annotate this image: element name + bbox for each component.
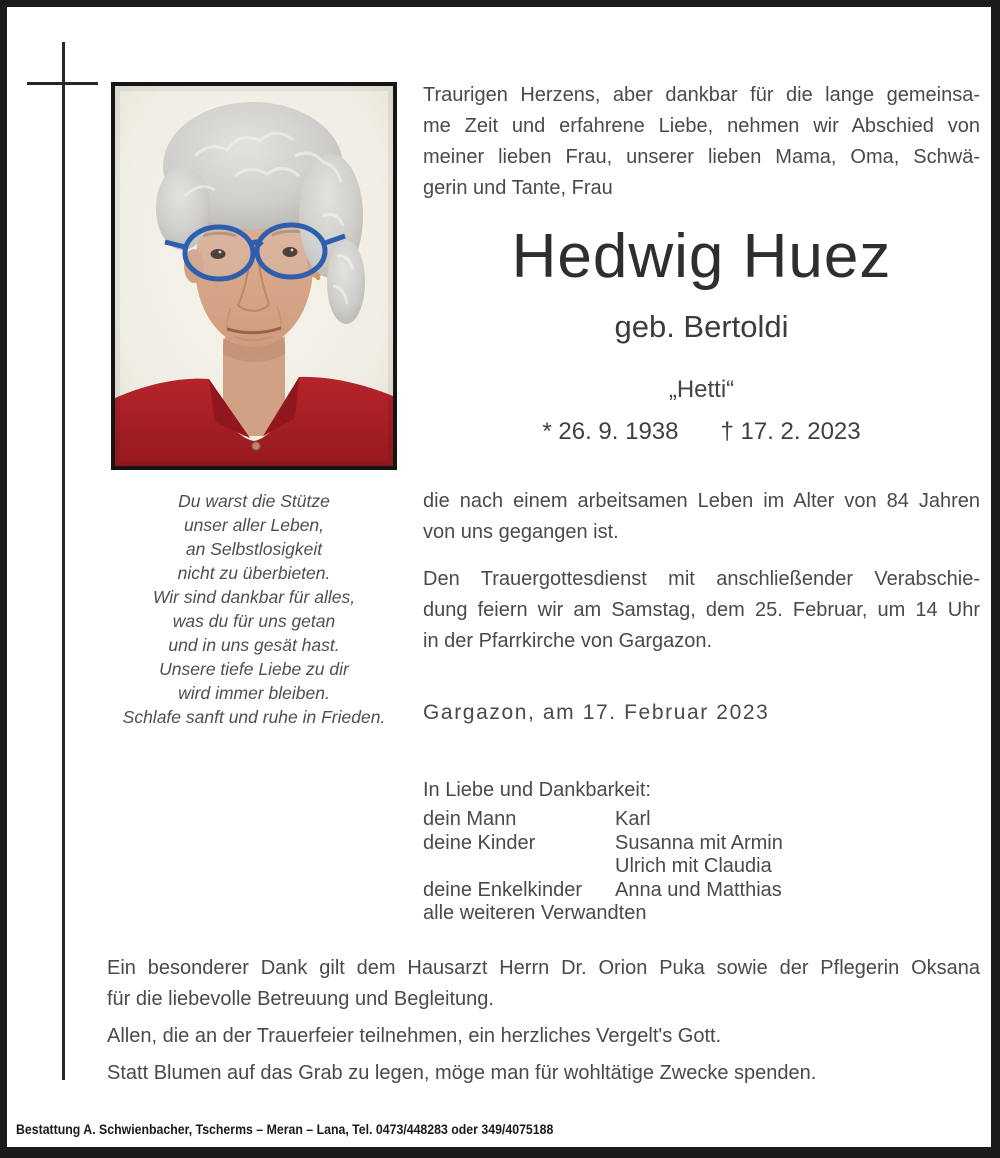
mourner-label: dein Mann	[423, 808, 517, 830]
memorial-poem	[103, 489, 405, 729]
maiden-name: geb. Bertoldi	[614, 309, 789, 344]
thanks-line: für die liebevolle Betreuung und Begleitung.	[107, 988, 494, 1010]
thanks-paragraph	[107, 953, 980, 1015]
mourner-label: deine Enkelkinder	[423, 878, 582, 901]
service-paragraph	[423, 564, 980, 657]
thanks-paragraph: Statt Blumen auf das Grab zu legen, möge man für wohltätige Zwecke spenden.	[107, 1062, 817, 1084]
mourner-name: Karl	[615, 808, 651, 830]
nickname: „Hetti“	[668, 376, 735, 403]
intro-line: me Zeit und erfahrene Liebe, nehmen wir Abschied von	[423, 115, 980, 137]
mourner-label: deine Kinder	[423, 831, 536, 854]
funeral-home-footer: Bestattung A. Schwienbacher, Tscherms – Meran – Lana, Tel. 0473/448283 oder 349/4075188	[16, 1121, 554, 1137]
poem-line: Unsere tiefe Liebe zu dir	[159, 659, 349, 679]
intro-line: gerin und Tante, Frau	[423, 177, 613, 199]
mourner-label: alle weiteren Verwandten	[423, 902, 647, 924]
poem-line: Wir sind dankbar für alles,	[152, 587, 356, 607]
poem-line: Du warst die Stütze	[178, 491, 330, 511]
life-dates	[423, 418, 980, 446]
poem-line: was du für uns getan	[172, 611, 336, 631]
mourner-row	[423, 808, 980, 832]
birth-date: * 26. 9. 1938	[542, 418, 679, 445]
death-date: † 17. 2. 2023	[720, 418, 861, 445]
portrait-photo	[111, 82, 397, 470]
poem-line: an Selbstlosigkeit	[185, 539, 323, 559]
intro-paragraph	[423, 80, 980, 204]
mourners-heading: In Liebe und Dankbarkeit:	[423, 779, 651, 801]
intro-line: Traurigen Herzens, aber dankbar für die lange gemeinsa-	[423, 84, 980, 106]
poem-line: nicht zu überbieten.	[177, 563, 331, 583]
announcement-line: die nach einem arbeitsamen Leben im Alter von 84 Jahren	[423, 490, 980, 512]
earring	[316, 276, 320, 280]
poem-line: wird immer bleiben.	[178, 683, 330, 703]
poem-line: Schlafe sanft und ruhe in Frieden.	[122, 707, 386, 727]
cross-horizontal-bar	[27, 82, 98, 85]
poem-line: unser aller Leben,	[183, 515, 325, 535]
announcement-paragraph	[423, 486, 980, 548]
thanks-paragraph: Allen, die an der Trauerfeier teilnehmen, ein herzliches Vergelt's Gott.	[107, 1025, 722, 1047]
mourner-row	[423, 855, 980, 879]
thanks-line: Ein besonderer Dank gilt dem Hausarzt Herrn Dr. Orion Puka sowie der Pflegerin Oksana	[107, 957, 980, 979]
intro-line: meiner lieben Frau, unserer lieben Mama, Oma, Schwä-	[423, 146, 980, 168]
mourner-row	[423, 902, 980, 926]
service-line: dung feiern wir am Samstag, dem 25. Februar, um 14 Uhr	[423, 599, 980, 621]
mourners-list	[423, 808, 980, 926]
portrait-illustration	[115, 86, 393, 466]
service-line: in der Pfarrkirche von Gargazon.	[423, 630, 713, 652]
mourner-row	[423, 879, 980, 903]
service-line: Den Trauergottesdienst mit anschließender Verabschie-	[423, 568, 980, 590]
poem-line: und in uns gesät hast.	[168, 635, 340, 655]
dateline: Gargazon, am 17. Februar 2023	[423, 701, 770, 724]
cross-vertical-bar	[62, 42, 65, 1080]
mourner-name: Ulrich mit Claudia	[615, 855, 772, 877]
shirt-button	[252, 442, 261, 451]
mourner-row	[423, 832, 980, 856]
mourner-name: Anna und Matthias	[615, 878, 782, 901]
deceased-name: Hedwig Huez	[511, 222, 892, 291]
announcement-line: von uns gegangen ist.	[423, 521, 619, 543]
mourner-name: Susanna mit Armin	[615, 831, 783, 854]
